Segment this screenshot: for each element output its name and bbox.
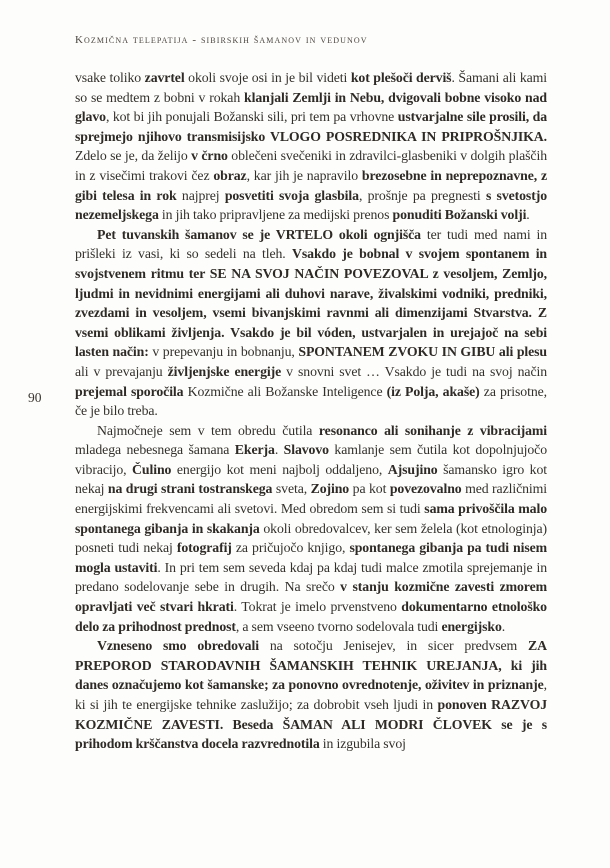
paragraph: Pet tuvanskih šamanov se je VRTELO okoli ognjišča ter tudi med nami in prišleki iz vasi, ki so sedeli na tleh. Vsakdo je bobnal v svojem spontanem in svojstvenem ritmu ter SE NA SVOJ NAČIN POVEZOVAL z vesoljem, Zemljo, ljudmi in nevidnimi energijami ali duhovi narave, živalskimi vodniki, predniki, zvezdami in vesoljem, vsemi bivanjskimi ravnmi ali dimenzijami Stvarstva. Z vsemi oblikami življenja. Vsakdo je bil vóden, ustvarjalen in urejajoč na sebi lasten način: v prepevanju in bobnanju, SPONTANEM ZVOKU IN GIBU ali plesu ali v prevajanju življenjske energije v snovni svet … Vsakdo je tudi na svoj način prejemal sporočila Kozmične ali Božanske Inteligence (iz Polja, akaše) za prisotne, če je bilo treba. bbox=[75, 226, 548, 419]
body-text bbox=[75, 68, 547, 754]
paragraph: vsake toliko zavrtel okoli svoje osi in je bil videti kot plešoči derviš. Šamani ali kami so se medtem z bobni v rokah klanjali Zemlji in Nebu, dvigovali bobne visoko nad glavo, kot bi jih ponujali Božanski sili, pri tem pa vrhovne ustvarjalne sile prosili, da sprejmejo njihovo transmisijsko VLOGO POSREDNIKA IN PRIPROŠNJIKA. Zdelo se je, da želijo v črno oblečeni svečeniki in zdravilci-glasbeniki v dolgih plaščih in z visečimi trakovi čez obraz, kar jih je napravilo brezosebne in neprepoznavne, z gibi telesa in rok najprej posvetiti svoja glasbila, prošnje pa pregnesti s svetostjo nezemeljskega in jih tako pripravljene za medijski prenos ponuditi Božanski volji. bbox=[75, 70, 548, 223]
paragraph: Vzneseno smo obredovali na sotočju Jenisejev, in sicer predvsem ZA PREPOROD STARODAVNIH ŠAMANSKIH TEHNIK UREJANJA, ki jih danes označujemo kot šamanske; za ponovno ovrednotenje, oživitev in priznanje, ki si jih te energijske tehnike zaslužijo; za dobrobit vseh ljudi in ponoven RAZVOJ KOZMIČNE ZAVESTI. Beseda ŠAMAN ALI MODRI ČLOVEK se je s prihodom krščanstva docela razvrednotila in izgubila svoj bbox=[75, 638, 548, 752]
paragraph: Najmočneje sem v tem obredu čutila resonanco ali sonihanje z vibracijami mladega nebesnega šamana Ekerja. Slavovo kamlanje sem čutila kot dopolnjujočo vibracijo, Čulino energijo kot meni najbolj oddaljeno, Ajsujino šamansko igro kot nekaj na drugi strani tostranskega sveta, Zojino pa kot povezovalno med različnimi energijskimi frekvencami ali svetovi. Med obredom sem si tudi sama privoščila malo spontanega gibanja in skakanja okoli obredovalcev, ker sem želela (kot etnologinja) posneti tudi nekaj fotografij za pričujočo knjigo, spontanega gibanja pa tudi nisem mogla ustaviti. In pri tem sem seveda kdaj pa kdaj tudi malce zmotila sprejemanje in predano sodelovanje sebe in drugih. Na srečo v stanju kozmične zavesti zmorem opravljati več stvari hkrati. Tokrat je imelo prvenstveno dokumentarno etnološko delo za prihodnost prednost, a sem vseeno tvorno sodelovala tudi energijsko. bbox=[75, 422, 548, 634]
running-header: Kozmična telepatija - sibirskih šamanov in vedunov bbox=[75, 34, 368, 46]
page-number: 90 bbox=[28, 390, 42, 405]
